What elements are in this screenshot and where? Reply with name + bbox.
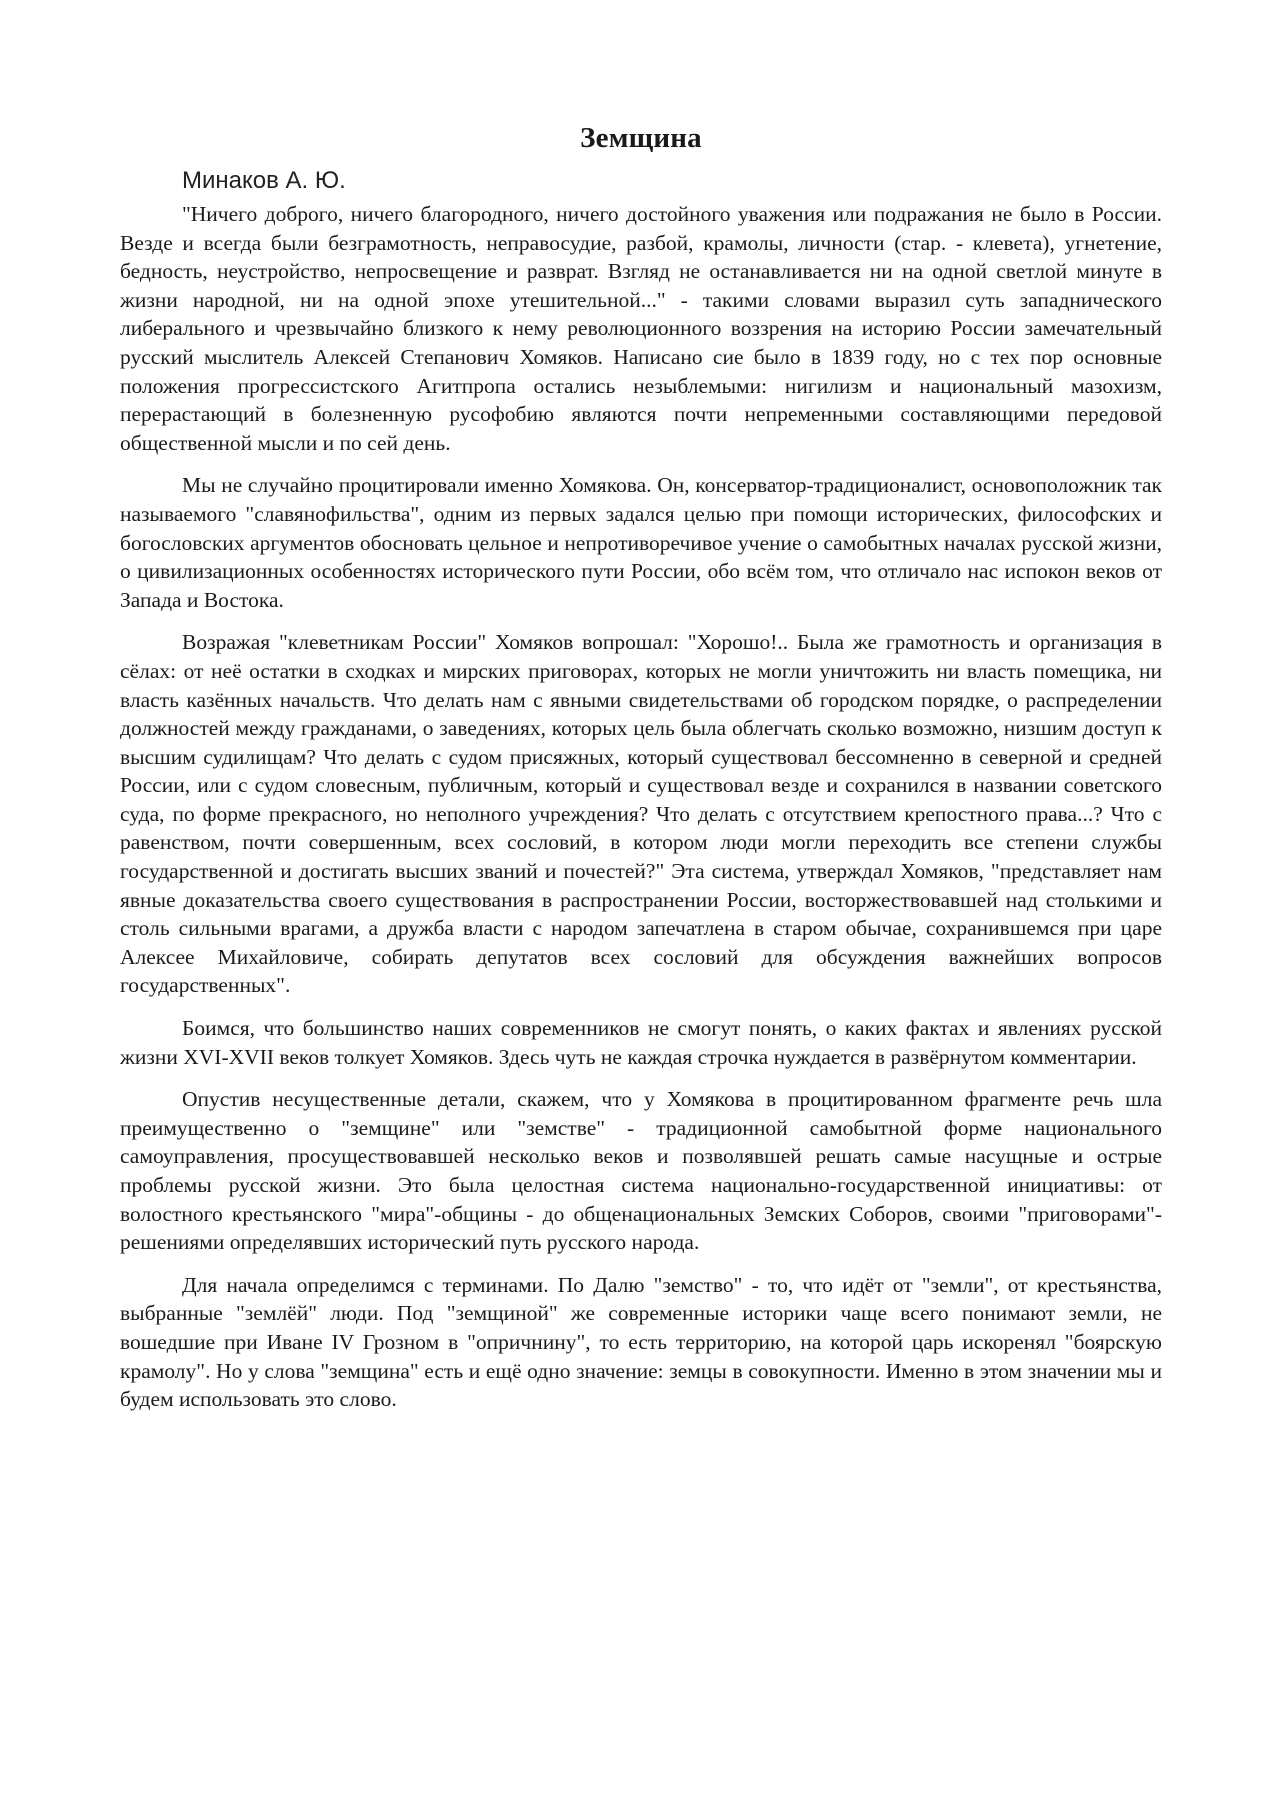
paragraph: Мы не случайно процитировали именно Хомякова. Он, консерватор-традиционалист, основоположник так называемого "славянофильства", одним из первых задался целью при помощи исторических, философских и богословских аргументов обосновать цельное и непротиворечивое учение о самобытных началах русской жизни, о цивилизационных особенностях исторического пути России, обо всём том, что отличало нас испокон веков от Запада и Востока. — [120, 473, 1162, 612]
paragraph: Возражая "клеветникам России" Хомяков вопрошал: "Хорошо!.. Была же грамотность и организация в сёлах: от неё остатки в сходках и мирских приговорах, которых не могли уничтожить ни власть помещика, ни власть казённых начальств. Что делать нам с явными свидетельствами об городском порядке, о распределении должностей между гражданами, о заведениях, которых цель была облегчать сколько возможно, низшим доступ к высшим судилищам? Что делать с судом присяжных, который существовал бессомненно в северной и средней России, или с судом словесным, публичным, который и существовал везде и сохранился в названии советского суда, по форме прекрасного, но неполного учреждения? Что делать с отсутствием крепостного права...? Что с равенством, почти совершенным, всех сословий, в котором люди могли переходить все степени службы государственной и достигать высших званий и почестей?" Эта система, утверждал Хомяков, "представляет нам явные доказательства своего существования в распространении России, восторжествовавшей над столькими и столь сильными врагами, а дружба власти с народом запечатлена в старом обычае, сохранившемся при царе Алексее Михайловиче, собирать депутатов всех сословий для обсуждения важнейших вопросов государственных". — [120, 630, 1162, 998]
document-page — [120, 118, 1162, 1428]
paragraph: Боимся, что большинство наших современников не смогут понять, о каких фактах и явлениях русской жизни XVI-XVII веков толкует Хомяков. Здесь чуть не каждая строчка нуждается в развёрнутом комментарии. — [120, 1016, 1162, 1069]
paragraph: "Ничего доброго, ничего благородного, ничего достойного уважения или подражания не было в России. Везде и всегда были безграмотность, неправосудие, разбой, крамолы, личности (стар. - клевета), угнетение, бедность, неустройство, непросвещение и разврат. Взгляд не останавливается ни на одной светлой минуте в жизни народной, ни на одной эпохе утешительной..." - такими словами выразил суть западнического либерального и чрезвычайно близкого к нему революционного воззрения на историю России замечательный русский мыслитель Алексей Степанович Хомяков. Написано сие было в 1839 году, но с тех пор основные положения прогрессистского Агитпропа остались незыблемыми: нигилизм и национальный мазохизм, перерастающий в болезненную русофобию являются почти непременными составляющими передовой общественной мысли и по сей день. — [120, 202, 1162, 455]
paragraph: Опустив несущественные детали, скажем, что у Хомякова в процитированном фрагменте речь шла преимущественно о "земщине" или "земстве" - традиционной самобытной форме национального самоуправления, просуществовавшей несколько веков и позволявшей решать самые насущные и острые проблемы русской жизни. Это была целостная система национально-государственной инициативы: от волостного крестьянского "мира"-общины - до общенациональных Земских Соборов, своими "приговорами"-решениями определявших исторический путь русского народа. — [120, 1087, 1162, 1255]
document-author: Минаков А. Ю. — [182, 167, 346, 194]
document-title: Земщина — [580, 122, 702, 154]
paragraph: Для начала определимся с терминами. По Далю "земство" - то, что идёт от "земли", от крестьянства, выбранные "землёй" люди. Под "земщиной" же современные историки чаще всего понимают земли, не вошедшие при Иване IV Грозном в "опричнину", то есть территорию, на которой царь искоренял "боярскую крамолу". Но у слова "земщина" есть и ещё одно значение: земцы в совокупности. Именно в этом значении мы и будем использовать это слово. — [120, 1272, 1162, 1412]
